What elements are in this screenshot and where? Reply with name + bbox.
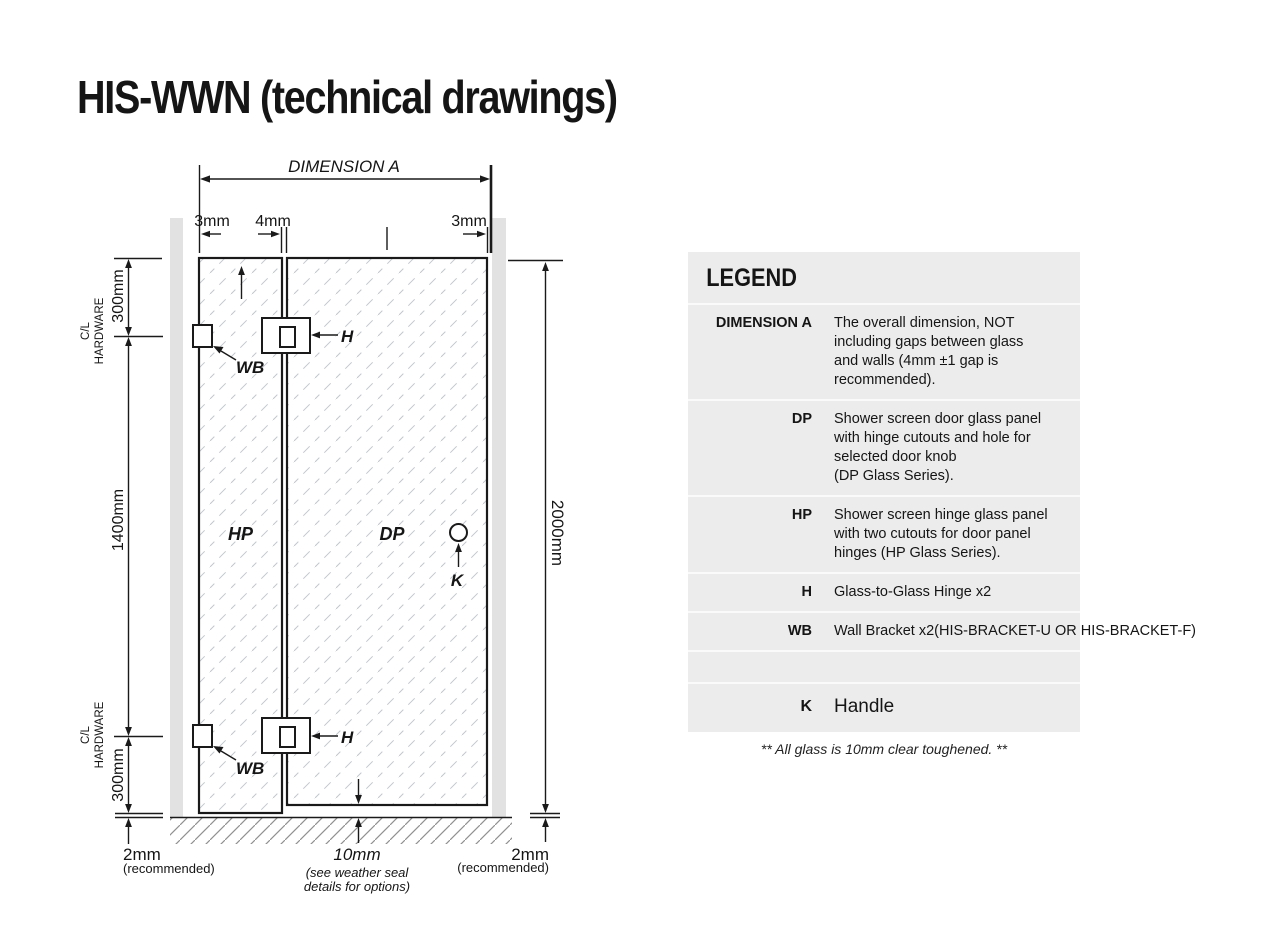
legend-row-h [688,572,1080,611]
wall-bracket-bottom [193,725,212,747]
cl-hardware-bottom [80,701,106,768]
handle-knob [450,524,467,541]
left-dimension-chain [80,259,163,845]
legend-row-k [688,682,1080,732]
page-title: HIS-WWN (technical drawings) [77,71,617,123]
svg-text:HARDWARE: HARDWARE [94,297,106,365]
svg-text:10mm: 10mm [333,845,381,864]
svg-text:2mm: 2mm [123,845,161,864]
legend-title: LEGEND [706,264,797,292]
dimension-a [200,157,492,253]
svg-text:2mm: 2mm [511,845,549,864]
gap-dimension-right [451,213,487,253]
legend-desc: Shower screen door glass panel with hinge cutouts and hole for selected door knob (DP Glass Series). [834,411,1042,484]
legend-term: WB [787,623,812,639]
glass-hinge-top [262,318,310,353]
svg-text:C/L: C/L [80,322,92,340]
svg-text:WB: WB [236,759,265,778]
height-bottom-label: 300mm [110,748,127,802]
legend-rows [688,303,1197,732]
floor-gap-left-label [123,845,215,876]
gap-dimension-middle [255,213,291,253]
svg-text:(see weather seal: (see weather seal [305,865,409,880]
door-panel-label: DP [379,524,405,544]
floor-gap-center-label [304,845,410,894]
dimension-a-label: DIMENSION A [288,157,400,176]
svg-text:(recommended): (recommended) [123,861,215,876]
legend-desc: Glass-to-Glass Hinge x2 [834,584,992,600]
legend-row-empty [688,650,1080,682]
legend-term: DIMENSION A [715,315,812,331]
height-middle-label: 1400mm [110,488,127,552]
floor-gap-right-label [457,845,549,875]
svg-text:WB: WB [236,358,265,377]
wall-right [492,218,506,817]
legend-term: HP [791,507,812,523]
svg-text:3mm: 3mm [451,213,487,230]
legend-term: DP [791,411,812,427]
legend-desc: Wall Bracket x2(HIS-BRACKET-U OR HIS-BRACKET-F) [834,623,1197,639]
wall-left [170,218,183,817]
overall-height-label: 2000mm [548,499,567,567]
svg-text:K: K [450,571,464,590]
legend-term: H [801,584,812,600]
legend-term: K [800,698,812,715]
height-top-label: 300mm [110,269,127,323]
right-dimension-chain [508,261,567,843]
legend-desc: Shower screen hinge glass panel with two cutouts for door panel hinges (HP Glass Series). [834,507,1048,561]
legend-panel [688,252,1197,732]
cl-hardware-top [80,297,106,364]
svg-text:HARDWARE: HARDWARE [94,701,106,769]
glass-hinge-bottom [262,718,310,753]
legend-footnote: ** All glass is 10mm clear toughened. ** [760,741,1008,757]
svg-text:(recommended): (recommended) [457,860,549,875]
legend-row-dp [688,399,1080,495]
svg-text:H: H [341,728,354,747]
svg-text:details for options): details for options) [303,879,411,894]
legend-row-dimension-a [688,303,1080,399]
legend-row-wb [688,611,1197,650]
legend-term [688,652,812,682]
svg-text:3mm: 3mm [194,213,230,230]
svg-text:4mm: 4mm [255,213,291,230]
floor [170,818,512,845]
svg-text:H: H [341,327,354,346]
svg-text:C/L: C/L [80,726,92,744]
hinge-panel-label: HP [227,524,254,544]
wall-bracket-top [193,325,212,347]
legend-desc: Handle [834,696,895,717]
legend-row-hp [688,495,1080,572]
legend-desc: The overall dimension, NOT including gaps between glass and walls (4mm ±1 gap is recommended). [834,315,1024,388]
legend-desc [834,652,1080,682]
